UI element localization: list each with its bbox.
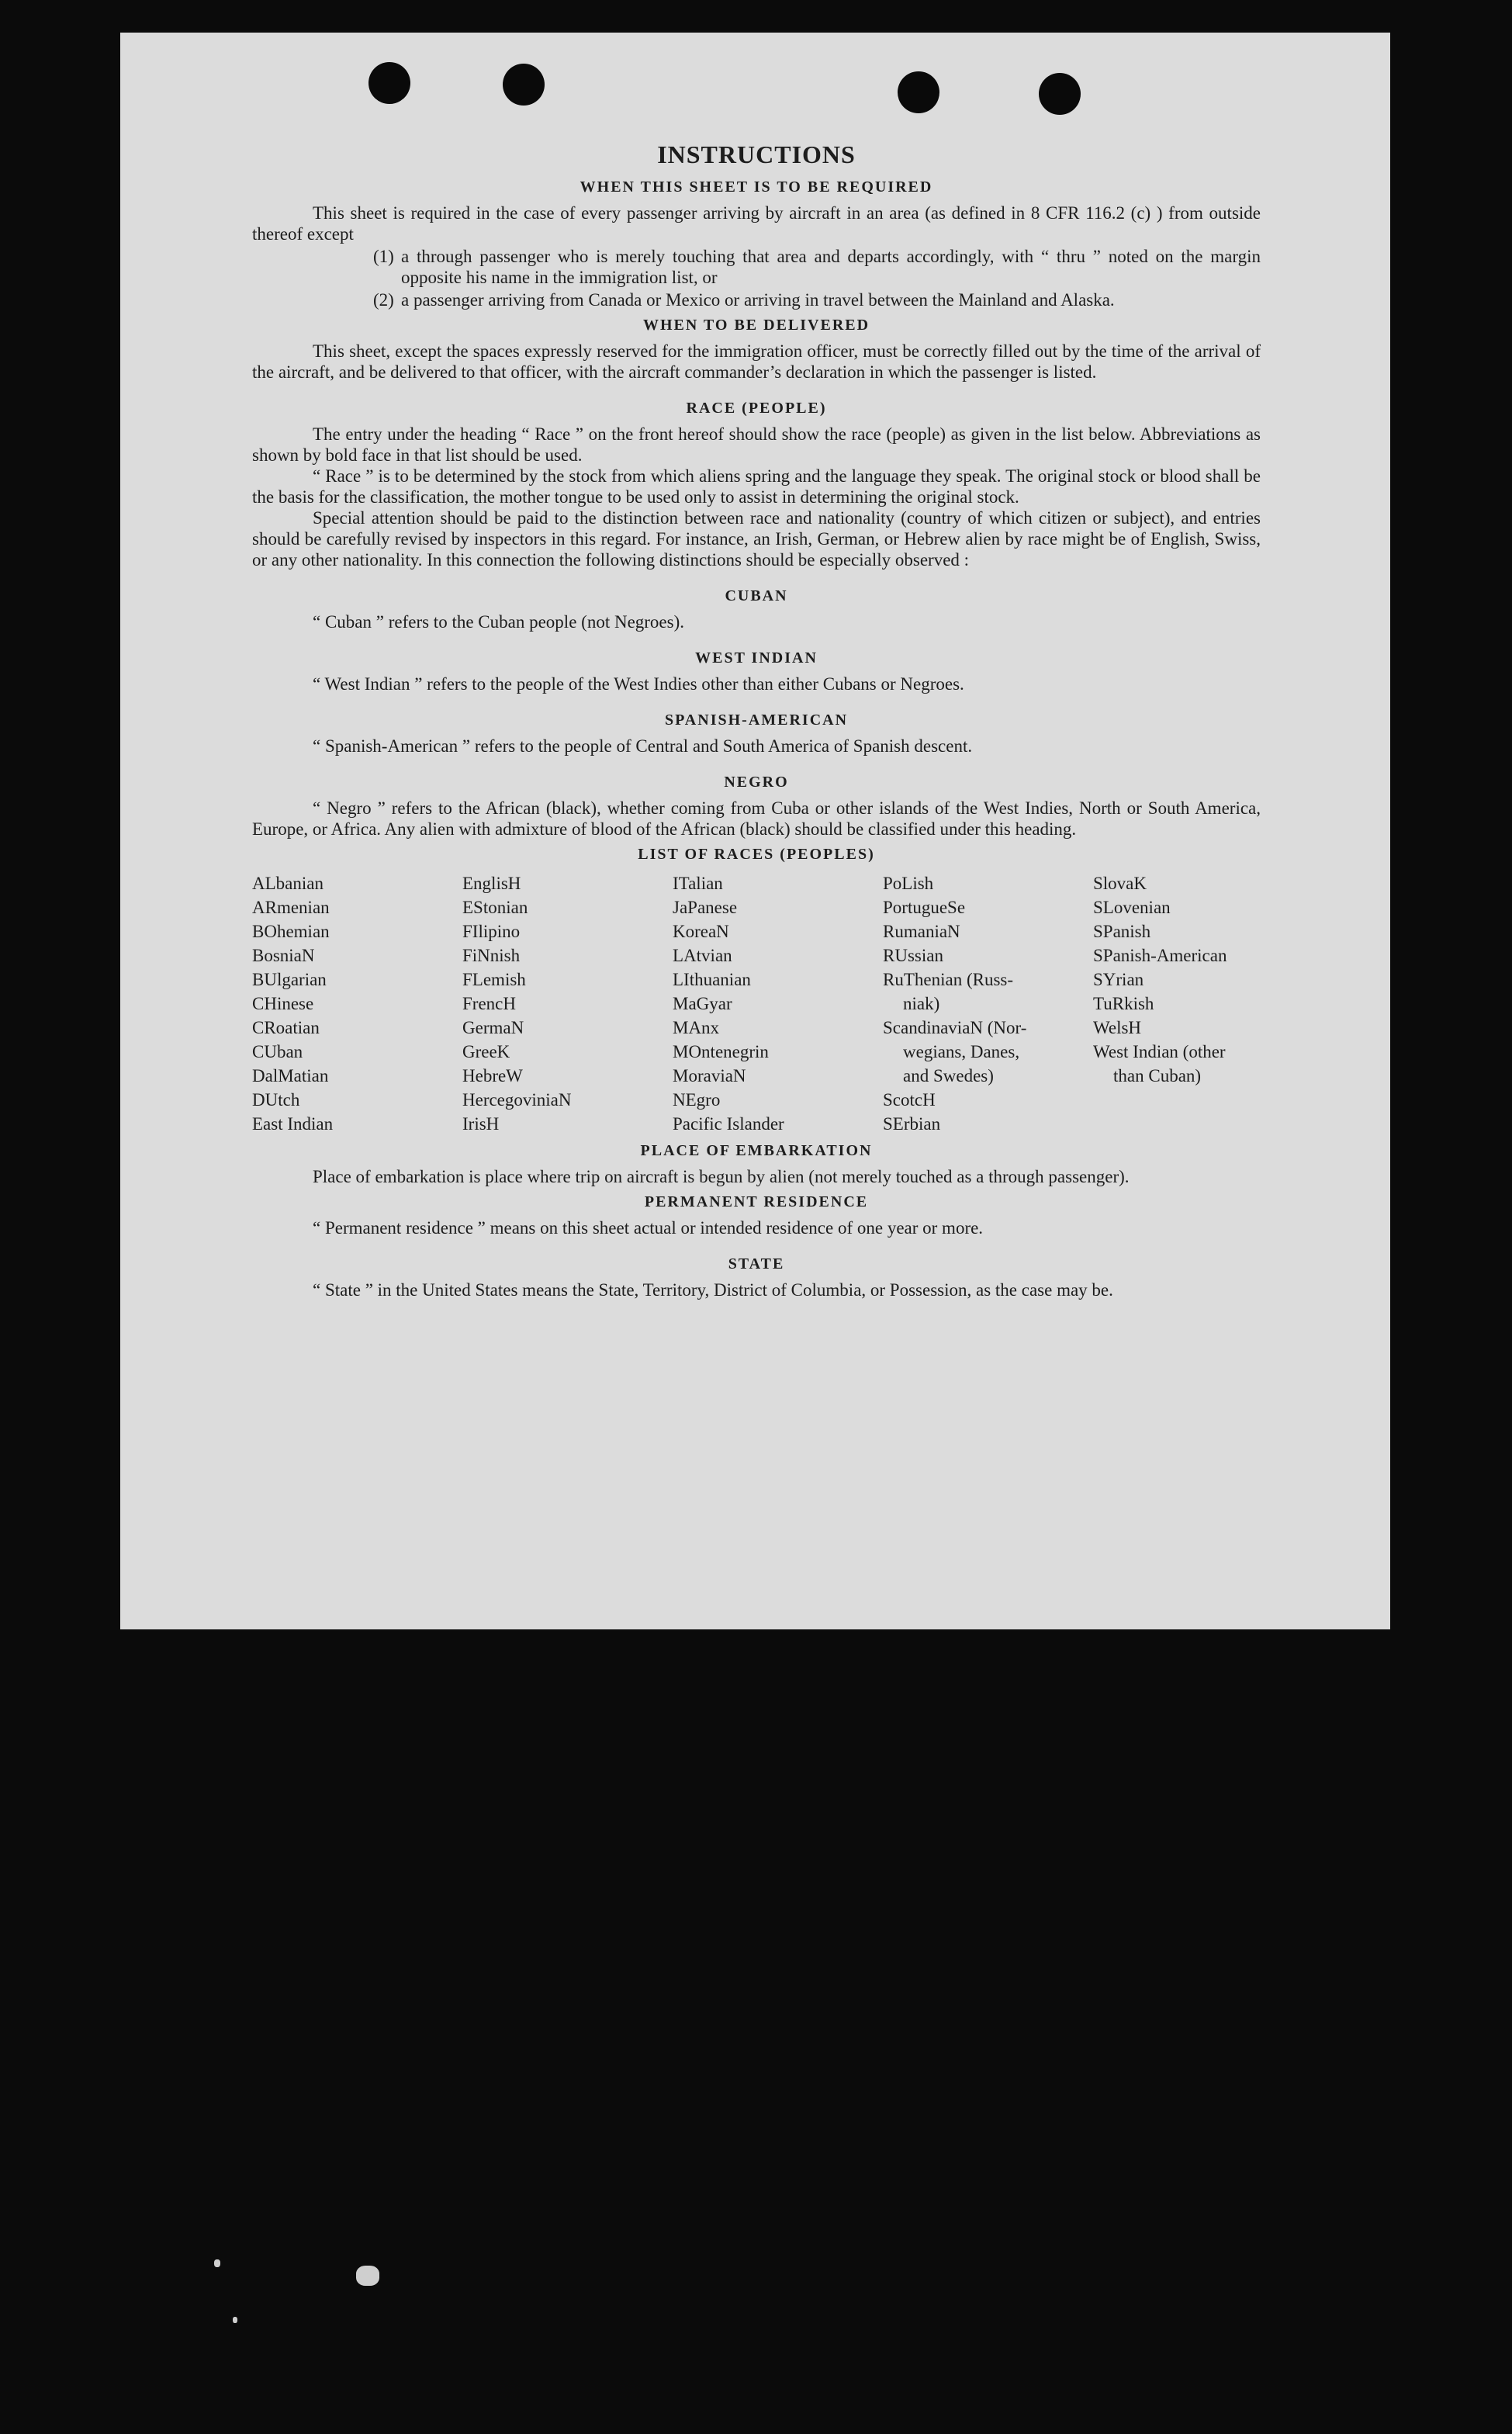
race-entry: RuThenian (Russ-	[883, 970, 1014, 989]
race-entry: TuRkish	[1093, 994, 1154, 1013]
heading-spanish-american: SPANISH-AMERICAN	[664, 712, 849, 729]
scan-artifact	[214, 2259, 220, 2267]
race-entry: RUssian	[883, 946, 943, 965]
paragraph-race-3: Special attention should be paid to the distinction between race and nationality (country of which citizen or subject), and entries should be carefully revised by inspectors in this regard. For instance, an Irish, German, or Hebrew alien by race might be of English, Swiss, or any other nationality. In this connection the following distinctions should be especially observed :	[252, 508, 1261, 570]
race-entry: than Cuban)	[1113, 1066, 1202, 1085]
heading-negro: NEGRO	[724, 774, 789, 791]
list-item	[252, 289, 1261, 310]
heading-state: STATE	[728, 1255, 785, 1272]
heading-races-list: LIST OF RACES (PEOPLES)	[638, 846, 875, 863]
race-entry: HebreW	[462, 1066, 523, 1085]
race-entry: PortugueSe	[883, 898, 966, 917]
race-entry: PoLish	[883, 874, 934, 893]
race-entry: MOntenegrin	[673, 1042, 769, 1061]
list-text: a passenger arriving from Canada or Mexico or arriving in travel between the Mainland and Alaska.	[401, 290, 1115, 310]
races-column	[252, 871, 462, 1136]
race-entry: West Indian (other	[1093, 1042, 1226, 1061]
races-column	[1093, 871, 1261, 1136]
races-column	[673, 871, 883, 1136]
race-entry: SYrian	[1093, 970, 1144, 989]
list-number: (1)	[373, 247, 394, 266]
paragraph-state: “ State ” in the United States means the State, Territory, District of Columbia, or Possession, as the case may be.	[313, 1280, 1113, 1300]
race-entry: SlovaK	[1093, 874, 1147, 893]
race-entry: DUtch	[252, 1090, 300, 1110]
races-column	[462, 871, 673, 1136]
page-title: INSTRUCTIONS	[657, 140, 856, 168]
race-entry: NEgro	[673, 1090, 721, 1110]
race-entry: MaGyar	[673, 994, 732, 1013]
race-entry: CRoatian	[252, 1018, 320, 1037]
race-entry: IrisH	[462, 1114, 500, 1134]
heading-race: RACE (PEOPLE)	[686, 400, 827, 417]
race-entry: SPanish	[1093, 922, 1151, 941]
paragraph-race-1: The entry under the heading “ Race ” on the front hereof should show the race (people) as given in the list below. Abbreviations as shown by bold face in that list should be used.	[252, 424, 1261, 465]
instructions-content	[252, 141, 1261, 1300]
race-entry: HercegoviniaN	[462, 1090, 572, 1110]
race-entry: SPanish-American	[1093, 946, 1227, 965]
punch-hole	[368, 62, 410, 104]
race-entry: BosniaN	[252, 946, 315, 965]
race-entry: MoraviaN	[673, 1066, 746, 1085]
race-entry: niak)	[903, 994, 940, 1013]
race-entry: KoreaN	[673, 922, 729, 941]
races-table	[252, 871, 1261, 1136]
scan-artifact	[356, 2266, 379, 2286]
races-column	[883, 871, 1093, 1136]
race-entry: FIlipino	[462, 922, 521, 941]
paragraph-negro: “ Negro ” refers to the African (black), whether coming from Cuba or other islands of the West Indies, North or South America, Europe, or Africa. Any alien with admixture of blood of the African (black) should be classified under this heading.	[252, 798, 1261, 839]
race-entry: CHinese	[252, 994, 314, 1013]
paragraph-embarkation: Place of embarkation is place where trip on aircraft is begun by alien (not merely touched as a through passenger).	[313, 1167, 1130, 1186]
race-entry: wegians, Danes,	[903, 1042, 1020, 1061]
race-entry: East Indian	[252, 1114, 334, 1134]
heading-embarkation: PLACE OF EMBARKATION	[640, 1142, 873, 1159]
race-entry: FrencH	[462, 994, 516, 1013]
document-page	[120, 33, 1390, 1629]
race-entry: CUban	[252, 1042, 303, 1061]
race-entry: RumaniaN	[883, 922, 960, 941]
race-entry: ITalian	[673, 874, 723, 893]
race-entry: ARmenian	[252, 898, 330, 917]
race-entry: EnglisH	[462, 874, 521, 893]
race-entry: WelsH	[1093, 1018, 1142, 1037]
race-entry: EStonian	[462, 898, 528, 917]
race-entry: LAtvian	[673, 946, 732, 965]
paragraph-when-delivered: This sheet, except the spaces expressly reserved for the immigration officer, must be correctly filled out by the time of the arrival of the aircraft, and be delivered to that officer, with the aircraft commander’s declaration in which the passenger is listed.	[252, 341, 1261, 382]
race-entry: MAnx	[673, 1018, 720, 1037]
race-entry: DalMatian	[252, 1066, 329, 1085]
list-text: a through passenger who is merely touching that area and departs accordingly, with “ thru ” noted on the margin opposite his name in the immigration list, or	[401, 247, 1261, 287]
paragraph-race-2: “ Race ” is to be determined by the stock from which aliens spring and the language they speak. The original stock or blood shall be the basis for the classification, the mother tongue to be used only to assist in determining the original stock.	[252, 466, 1261, 507]
punch-hole	[1039, 73, 1081, 115]
paragraph-cuban: “ Cuban ” refers to the Cuban people (not Negroes).	[313, 612, 685, 632]
race-entry: ALbanian	[252, 874, 324, 893]
race-entry: GreeK	[462, 1042, 510, 1061]
heading-permanent-residence: PERMANENT RESIDENCE	[644, 1193, 869, 1210]
paragraph-when-required: This sheet is required in the case of every passenger arriving by aircraft in an area (as defined in 8 CFR 116.2 (c) ) from outside thereof except	[252, 203, 1261, 244]
paragraph-permanent-residence: “ Permanent residence ” means on this sheet actual or intended residence of one year or more.	[313, 1218, 984, 1238]
scan-artifact	[233, 2317, 237, 2323]
punch-hole	[503, 64, 545, 106]
race-entry: FLemish	[462, 970, 526, 989]
heading-west-indian: WEST INDIAN	[695, 649, 818, 666]
race-entry: and Swedes)	[903, 1066, 994, 1085]
race-entry: ScandinaviaN (Nor-	[883, 1018, 1027, 1037]
race-entry: LIthuanian	[673, 970, 751, 989]
race-entry: Pacific Islander	[673, 1114, 784, 1134]
race-entry: FiNnish	[462, 946, 521, 965]
punch-hole	[898, 71, 939, 113]
race-entry: SErbian	[883, 1114, 941, 1134]
paragraph-spanish-american: “ Spanish-American ” refers to the people of Central and South America of Spanish descent.	[313, 736, 973, 756]
heading-when-delivered: WHEN TO BE DELIVERED	[642, 317, 870, 334]
list-item	[252, 246, 1261, 288]
race-entry: BUlgarian	[252, 970, 327, 989]
heading-cuban: CUBAN	[725, 587, 788, 604]
race-entry: GermaN	[462, 1018, 524, 1037]
heading-when-required: WHEN THIS SHEET IS TO BE REQUIRED	[580, 178, 933, 196]
race-entry: JaPanese	[673, 898, 738, 917]
paragraph-west-indian: “ West Indian ” refers to the people of the West Indies other than either Cubans or Negroes.	[313, 674, 964, 694]
race-entry: SLovenian	[1093, 898, 1171, 917]
list-number: (2)	[373, 290, 394, 310]
race-entry: ScotcH	[883, 1090, 936, 1110]
race-entry: BOhemian	[252, 922, 330, 941]
